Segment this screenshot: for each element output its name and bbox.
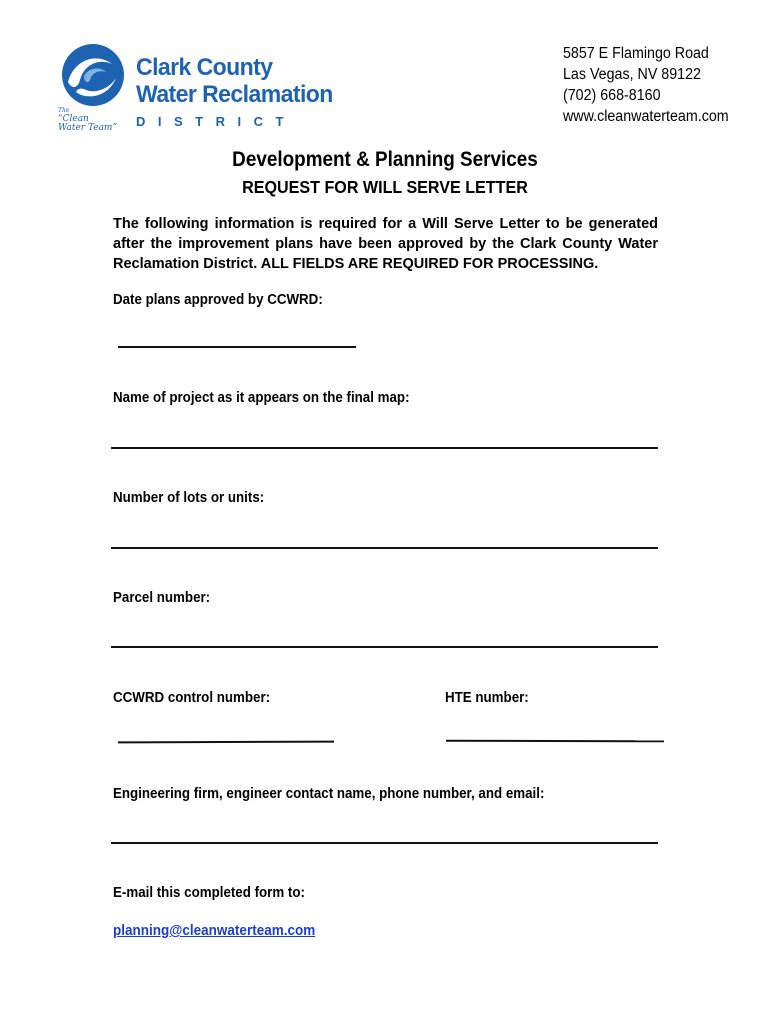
district-logo [58, 42, 358, 138]
project-name-field[interactable] [111, 447, 658, 449]
submission-email-link[interactable]: planning@cleanwaterteam.com [113, 922, 316, 939]
project-name-label: Name of project as it appears on the final map: [113, 390, 410, 406]
page-subtitle: REQUEST FOR WILL SERVE LETTER [242, 177, 528, 197]
address-website: www.cleanwaterteam.com [563, 108, 729, 125]
district-name-line2: Water Reclamation [136, 81, 333, 108]
ccwrd-control-field[interactable] [118, 741, 334, 744]
lots-units-label: Number of lots or units: [113, 490, 265, 506]
ccwrd-control-label: CCWRD control number: [113, 690, 271, 706]
lots-units-field[interactable] [111, 547, 658, 549]
date-approved-label: Date plans approved by CCWRD: [113, 292, 323, 308]
engineering-contact-label: Engineering firm, engineer contact name, phone number, and email: [113, 786, 545, 802]
page-title: Development & Planning Services [232, 148, 538, 171]
district-name-line1: Clark County [136, 54, 273, 81]
hte-number-label: HTE number: [445, 690, 529, 706]
intro-paragraph: The following information is required for a Will Serve Letter to be generated after the improvement plans have been approved by the Clark County Water Reclamation District. ALL FIELDS ARE REQUIRED FOR PROCESSING. [113, 216, 658, 272]
district-word: DISTRICT [136, 114, 296, 129]
address-phone: (702) 668-8160 [563, 87, 661, 104]
address-street: 5857 E Flamingo Road [563, 45, 709, 62]
district-name [136, 54, 333, 108]
logo-tagline-line1: “Clean [58, 114, 89, 124]
hte-number-field[interactable] [446, 740, 664, 743]
parcel-number-label: Parcel number: [113, 590, 211, 606]
water-swirl-logo-icon [60, 42, 126, 108]
engineering-contact-field[interactable] [111, 842, 658, 844]
address-block [563, 43, 729, 127]
logo-tagline [58, 106, 117, 133]
email-instruction: E-mail this completed form to: [113, 885, 305, 901]
address-city: Las Vegas, NV 89122 [563, 66, 701, 83]
date-approved-field[interactable] [118, 346, 356, 348]
parcel-number-field[interactable] [111, 646, 658, 648]
logo-tagline-line2: Water Team” [58, 123, 118, 133]
logo-tagline-the: The [58, 107, 70, 114]
